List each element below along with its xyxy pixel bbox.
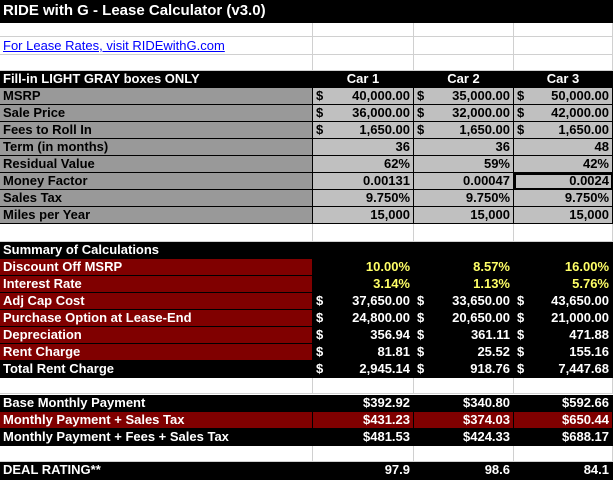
cell-value: 471.88 bbox=[569, 327, 609, 342]
cell-value: 0.00047 bbox=[463, 173, 510, 188]
currency-symbol: $ bbox=[417, 361, 425, 376]
link-row bbox=[0, 37, 613, 55]
cell-value: $688.17 bbox=[562, 429, 609, 444]
msrp-row bbox=[0, 88, 613, 105]
discount-off-msrp-car-2 bbox=[414, 259, 514, 276]
residual-value-row bbox=[0, 156, 613, 173]
depreciation-label: Depreciation bbox=[0, 327, 313, 344]
rent-charge-label: Rent Charge bbox=[0, 344, 313, 361]
cell-value: 3.14% bbox=[373, 276, 410, 291]
monthly-payment-sales-tax-car-2 bbox=[414, 412, 514, 429]
cell-value: 36 bbox=[395, 139, 410, 154]
currency-symbol: $ bbox=[517, 122, 525, 137]
residual-value-label: Residual Value bbox=[0, 156, 313, 173]
depreciation-row bbox=[0, 327, 613, 344]
monthly-payment-sales-tax-label: Monthly Payment + Sales Tax bbox=[0, 412, 313, 429]
currency-symbol: $ bbox=[316, 344, 324, 359]
cell-value: 0.00131 bbox=[363, 173, 410, 188]
currency-symbol: $ bbox=[517, 327, 525, 342]
cell-value: 43,650.00 bbox=[551, 293, 609, 308]
cell-value: 21,000.00 bbox=[551, 310, 609, 325]
currency-symbol: $ bbox=[517, 310, 525, 325]
base-monthly-payment-row bbox=[0, 395, 613, 412]
monthly-payment-sales-tax-car-1 bbox=[313, 412, 414, 429]
sale-price-row bbox=[0, 105, 613, 122]
monthly-payment-fees-sales-tax-row bbox=[0, 429, 613, 446]
miles-per-year-row bbox=[0, 207, 613, 224]
term-in-months-car-1-input[interactable] bbox=[313, 139, 414, 156]
cell-value: $392.92 bbox=[363, 395, 410, 410]
purchase-option-at-lease-end-label: Purchase Option at Lease-End bbox=[0, 310, 313, 327]
term-in-months-row bbox=[0, 139, 613, 156]
monthly-payment-sales-tax-car-3 bbox=[514, 412, 613, 429]
deal-rating-row bbox=[0, 462, 613, 480]
cell-value: 918.76 bbox=[470, 361, 510, 376]
cell-value: 81.81 bbox=[377, 344, 410, 359]
total-rent-charge-car-2 bbox=[414, 361, 514, 378]
adj-cap-cost-car-1 bbox=[313, 293, 414, 310]
base-monthly-payment-label: Base Monthly Payment bbox=[0, 395, 313, 412]
cell-value: 155.16 bbox=[569, 344, 609, 359]
currency-symbol: $ bbox=[316, 105, 324, 120]
lease-rates-link[interactable]: For Lease Rates, visit RIDEwithG.com bbox=[3, 38, 225, 53]
cell-value: 9.750% bbox=[564, 190, 609, 205]
cell-value: 1.13% bbox=[473, 276, 510, 291]
currency-symbol: $ bbox=[417, 344, 425, 359]
money-factor-label: Money Factor bbox=[0, 173, 313, 190]
purchase-option-at-lease-end-row bbox=[0, 310, 613, 327]
currency-symbol: $ bbox=[316, 361, 324, 376]
cell-value: 361.11 bbox=[470, 327, 510, 342]
deal-rating-car-2: 98.6 bbox=[484, 462, 510, 477]
fees-to-roll-in-car-1-input[interactable] bbox=[313, 122, 414, 139]
currency-symbol: $ bbox=[417, 310, 425, 325]
rent-charge-car-3 bbox=[514, 344, 613, 361]
currency-symbol: $ bbox=[316, 327, 324, 342]
cell-value: 2,945.14 bbox=[359, 361, 410, 376]
cell-value: 40,000.00 bbox=[352, 88, 410, 103]
cell-value: 8.57% bbox=[473, 259, 510, 274]
money-factor-row bbox=[0, 173, 613, 190]
discount-off-msrp-row bbox=[0, 259, 613, 276]
currency-symbol: $ bbox=[517, 88, 525, 103]
deal-rating-label: DEAL RATING** bbox=[0, 462, 313, 480]
cell-value: 5.76% bbox=[572, 276, 609, 291]
cell-value: 42% bbox=[582, 156, 609, 171]
currency-symbol: $ bbox=[417, 122, 425, 137]
cell-value: 16.00% bbox=[564, 259, 609, 274]
cell-value: $340.80 bbox=[463, 395, 510, 410]
cell-value: 0.0024 bbox=[569, 173, 609, 188]
cell-value: $374.03 bbox=[463, 412, 510, 427]
miles-per-year-car-2-input[interactable] bbox=[414, 207, 514, 224]
rent-charge-row bbox=[0, 344, 613, 361]
money-factor-car-2-input[interactable] bbox=[414, 173, 514, 190]
monthly-payment-fees-sales-tax-car-3 bbox=[514, 429, 613, 446]
adj-cap-cost-row bbox=[0, 293, 613, 310]
cell-value: 24,800.00 bbox=[352, 310, 410, 325]
sales-tax-car-1-input[interactable] bbox=[313, 190, 414, 207]
car-2-header: Car 2 bbox=[414, 71, 514, 88]
adj-cap-cost-label: Adj Cap Cost bbox=[0, 293, 313, 310]
interest-rate-row bbox=[0, 276, 613, 293]
currency-symbol: $ bbox=[417, 105, 425, 120]
depreciation-car-2 bbox=[414, 327, 514, 344]
depreciation-car-3 bbox=[514, 327, 613, 344]
adj-cap-cost-car-2 bbox=[414, 293, 514, 310]
fees-to-roll-in-label: Fees to Roll In bbox=[0, 122, 313, 139]
currency-symbol: $ bbox=[316, 293, 324, 308]
discount-off-msrp-car-1 bbox=[313, 259, 414, 276]
deal-rating-car-3: 84.1 bbox=[583, 462, 609, 477]
msrp-car-2-input[interactable] bbox=[414, 88, 514, 105]
inputs-header: Fill-in LIGHT GRAY boxes ONLY bbox=[0, 71, 313, 88]
monthly-payment-fees-sales-tax-label: Monthly Payment + Fees + Sales Tax bbox=[0, 429, 313, 446]
cell-value: 10.00% bbox=[365, 259, 410, 274]
interest-rate-car-1 bbox=[313, 276, 414, 293]
cell-value: 42,000.00 bbox=[551, 105, 609, 120]
purchase-option-at-lease-end-car-3 bbox=[514, 310, 613, 327]
car-1-header: Car 1 bbox=[313, 71, 414, 88]
term-in-months-car-2-input[interactable] bbox=[414, 139, 514, 156]
miles-per-year-car-1-input[interactable] bbox=[313, 207, 414, 224]
total-rent-charge-label: Total Rent Charge bbox=[0, 361, 313, 378]
cell-value: 36 bbox=[495, 139, 510, 154]
cell-value: 50,000.00 bbox=[551, 88, 609, 103]
currency-symbol: $ bbox=[517, 344, 525, 359]
cell-value: 15,000 bbox=[470, 207, 510, 222]
interest-rate-car-2 bbox=[414, 276, 514, 293]
cell-value: 9.750% bbox=[365, 190, 410, 205]
miles-per-year-label: Miles per Year bbox=[0, 207, 313, 224]
cell-value: 25.52 bbox=[477, 344, 510, 359]
sale-price-car-3-input[interactable] bbox=[514, 105, 613, 122]
currency-symbol: $ bbox=[316, 122, 324, 137]
sales-tax-car-3-input[interactable] bbox=[514, 190, 613, 207]
cell-value: 32,000.00 bbox=[452, 105, 510, 120]
inputs-header-row bbox=[0, 71, 613, 88]
rent-charge-car-2 bbox=[414, 344, 514, 361]
term-in-months-car-3-input[interactable] bbox=[514, 139, 613, 156]
cell-value: 1,650.00 bbox=[558, 122, 609, 137]
page-title: RIDE with G - Lease Calculator (v3.0) bbox=[0, 0, 613, 23]
base-monthly-payment-car-1 bbox=[313, 395, 414, 412]
residual-value-car-1-input[interactable] bbox=[313, 156, 414, 173]
currency-symbol: $ bbox=[417, 88, 425, 103]
monthly-payment-sales-tax-row bbox=[0, 412, 613, 429]
cell-value: 36,000.00 bbox=[352, 105, 410, 120]
total-rent-charge-car-3 bbox=[514, 361, 613, 378]
cell-value: $431.23 bbox=[363, 412, 410, 427]
cell-value: 59% bbox=[483, 156, 510, 171]
currency-symbol: $ bbox=[517, 293, 525, 308]
cell-value: 1,650.00 bbox=[459, 122, 510, 137]
blank-row bbox=[0, 23, 613, 37]
msrp-car-1-input[interactable] bbox=[313, 88, 414, 105]
summary-header-row bbox=[0, 242, 613, 259]
msrp-car-3-input[interactable] bbox=[514, 88, 613, 105]
money-factor-car-3-input[interactable] bbox=[514, 173, 613, 190]
currency-symbol: $ bbox=[517, 105, 525, 120]
cell-value: 35,000.00 bbox=[452, 88, 510, 103]
cell-value: $424.33 bbox=[463, 429, 510, 444]
base-monthly-payment-car-2 bbox=[414, 395, 514, 412]
discount-off-msrp-label: Discount Off MSRP bbox=[0, 259, 313, 276]
blank-row bbox=[0, 224, 613, 242]
term-in-months-label: Term (in months) bbox=[0, 139, 313, 156]
residual-value-car-2-input[interactable] bbox=[414, 156, 514, 173]
summary-header: Summary of Calculations bbox=[0, 242, 313, 259]
cell-value: $481.53 bbox=[363, 429, 410, 444]
sales-tax-row bbox=[0, 190, 613, 207]
cell-value: 7,447.68 bbox=[558, 361, 609, 376]
adj-cap-cost-car-3 bbox=[514, 293, 613, 310]
cell-value: $650.44 bbox=[562, 412, 609, 427]
purchase-option-at-lease-end-car-2 bbox=[414, 310, 514, 327]
discount-off-msrp-car-3 bbox=[514, 259, 613, 276]
fees-to-roll-in-car-3-input[interactable] bbox=[514, 122, 613, 139]
blank-row bbox=[0, 55, 613, 71]
currency-symbol: $ bbox=[316, 310, 324, 325]
cell-value: $592.66 bbox=[562, 395, 609, 410]
total-rent-charge-car-1 bbox=[313, 361, 414, 378]
car-3-header: Car 3 bbox=[514, 71, 613, 88]
purchase-option-at-lease-end-car-1 bbox=[313, 310, 414, 327]
currency-symbol: $ bbox=[417, 293, 425, 308]
msrp-label: MSRP bbox=[0, 88, 313, 105]
cell-value: 20,650.00 bbox=[452, 310, 510, 325]
cell-value: 33,650.00 bbox=[452, 293, 510, 308]
miles-per-year-car-3-input[interactable] bbox=[514, 207, 613, 224]
blank-row bbox=[0, 378, 613, 394]
rent-charge-car-1 bbox=[313, 344, 414, 361]
currency-symbol: $ bbox=[417, 327, 425, 342]
currency-symbol: $ bbox=[316, 88, 324, 103]
base-monthly-payment-car-3 bbox=[514, 395, 613, 412]
cell-value: 356.94 bbox=[370, 327, 410, 342]
cell-value: 48 bbox=[594, 139, 609, 154]
sale-price-car-1-input[interactable] bbox=[313, 105, 414, 122]
interest-rate-car-3 bbox=[514, 276, 613, 293]
sale-price-label: Sale Price bbox=[0, 105, 313, 122]
cell-value: 62% bbox=[383, 156, 410, 171]
cell-value: 37,650.00 bbox=[352, 293, 410, 308]
fees-to-roll-in-row bbox=[0, 122, 613, 139]
sales-tax-label: Sales Tax bbox=[0, 190, 313, 207]
fees-to-roll-in-car-2-input[interactable] bbox=[414, 122, 514, 139]
money-factor-car-1-input[interactable] bbox=[313, 173, 414, 190]
blank-row bbox=[0, 446, 613, 462]
cell-value: 1,650.00 bbox=[359, 122, 410, 137]
cell-value: 15,000 bbox=[370, 207, 410, 222]
currency-symbol: $ bbox=[517, 361, 525, 376]
sale-price-car-2-input[interactable] bbox=[414, 105, 514, 122]
depreciation-car-1 bbox=[313, 327, 414, 344]
sales-tax-car-2-input[interactable] bbox=[414, 190, 514, 207]
total-rent-charge-row bbox=[0, 361, 613, 378]
cell-value: 9.750% bbox=[465, 190, 510, 205]
monthly-payment-fees-sales-tax-car-1 bbox=[313, 429, 414, 446]
interest-rate-label: Interest Rate bbox=[0, 276, 313, 293]
residual-value-car-3-input[interactable] bbox=[514, 156, 613, 173]
monthly-payment-fees-sales-tax-car-2 bbox=[414, 429, 514, 446]
cell-value: 15,000 bbox=[569, 207, 609, 222]
deal-rating-car-1: 97.9 bbox=[384, 462, 410, 477]
